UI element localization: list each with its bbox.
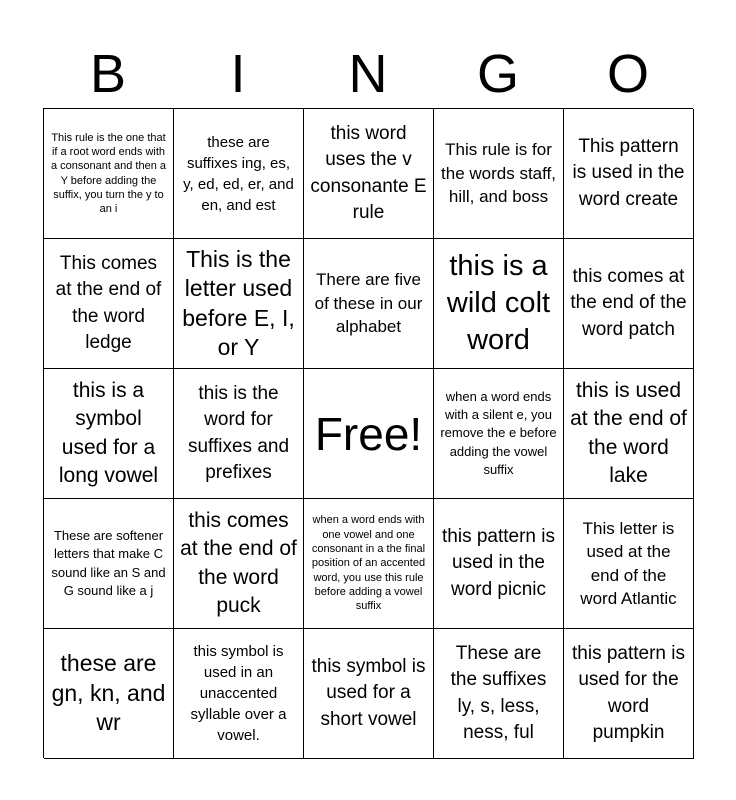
cell-text: this is a wild colt word	[446, 249, 551, 357]
header-letter-o: O	[606, 44, 649, 104]
cell-text: this word uses the v consonante E rule	[310, 123, 427, 223]
bingo-cell-r4-c5[interactable]	[564, 499, 694, 629]
free-space-label: Free!	[314, 407, 423, 460]
bingo-cell-free-space[interactable]	[304, 369, 434, 499]
cell-text: this is the word for suffixes and prefixes	[187, 383, 290, 483]
bingo-cell-r2-c1[interactable]	[44, 239, 174, 369]
cell-text: these are gn, kn, and wr	[51, 650, 166, 736]
cell-text: This letter is used at the end of the word Atlantic	[580, 518, 677, 608]
bingo-cell-r1-c1[interactable]	[44, 109, 174, 239]
bingo-cell-r4-c3[interactable]	[304, 499, 434, 629]
bingo-cell-r3-c1[interactable]	[44, 369, 174, 499]
bingo-cell-r5-c1[interactable]	[44, 629, 174, 759]
bingo-cell-r5-c3[interactable]	[304, 629, 434, 759]
cell-text: when a word ends with a silent e, you remove the e before adding the vowel suffix	[440, 389, 557, 477]
bingo-cell-r3-c4[interactable]	[434, 369, 564, 499]
bingo-cell-r4-c1[interactable]	[44, 499, 174, 629]
bingo-cell-r2-c5[interactable]	[564, 239, 694, 369]
header-letter-i: I	[230, 44, 246, 104]
cell-text: This rule is the one that if a root word ends with a consonant and then a Y before adding the suffix, you turn the y to an i	[51, 131, 166, 216]
cell-text: These are the suffixes ly, s, less, ness, ful	[450, 643, 547, 743]
header-letter-g: G	[476, 44, 519, 104]
bingo-cell-r3-c5[interactable]	[564, 369, 694, 499]
cell-text: This comes at the end of the word ledge	[55, 253, 162, 353]
bingo-cell-r1-c4[interactable]	[434, 109, 564, 239]
cell-text: this comes at the end of the word puck	[180, 508, 297, 617]
bingo-cell-r1-c5[interactable]	[564, 109, 694, 239]
cell-text: this symbol is used in an unaccented syllable over a vowel.	[190, 643, 287, 744]
cell-text: this symbol is used for a short vowel	[311, 656, 426, 730]
bingo-cell-r1-c3[interactable]	[304, 109, 434, 239]
bingo-cell-r1-c2[interactable]	[174, 109, 304, 239]
cell-text: when a word ends with one vowel and one consonant in a the final position of an accented word, you use this rule before adding a vowel suffix	[311, 514, 426, 613]
cell-text: These are softener letters that make C sound like an S and G sound like a j	[51, 528, 166, 598]
bingo-cell-r2-c2[interactable]	[174, 239, 304, 369]
header-letter-n: N	[348, 44, 388, 104]
cell-text: these are suffixes ing, es, y, ed, ed, er, and en, and est	[183, 133, 294, 214]
bingo-cell-r4-c2[interactable]	[174, 499, 304, 629]
bingo-cell-r4-c4[interactable]	[434, 499, 564, 629]
header-letter-b: B	[89, 44, 127, 104]
bingo-cell-r5-c5[interactable]	[564, 629, 694, 759]
cell-text: This is the letter used before E, I, or Y	[182, 245, 295, 360]
bingo-cell-r5-c4[interactable]	[434, 629, 564, 759]
bingo-cell-r5-c2[interactable]	[174, 629, 304, 759]
cell-text: this pattern is used for the word pumpkin	[572, 643, 685, 743]
cell-text: This rule is for the words staff, hill, and boss	[441, 140, 556, 207]
bingo-cell-r2-c4[interactable]	[434, 239, 564, 369]
cell-text: There are five of these in our alphabet	[314, 270, 423, 337]
bingo-header	[43, 40, 693, 108]
cell-text: this comes at the end of the word patch	[570, 266, 687, 340]
cell-text: this is a symbol used for a long vowel	[58, 378, 159, 487]
bingo-card-grid	[43, 108, 693, 758]
cell-text: this pattern is used in the word picnic	[442, 526, 555, 600]
cell-text: this is used at the end of the word lake	[570, 378, 687, 487]
bingo-cell-r2-c3[interactable]	[304, 239, 434, 369]
bingo-cell-r3-c2[interactable]	[174, 369, 304, 499]
cell-text: This pattern is used in the word create	[572, 136, 685, 210]
